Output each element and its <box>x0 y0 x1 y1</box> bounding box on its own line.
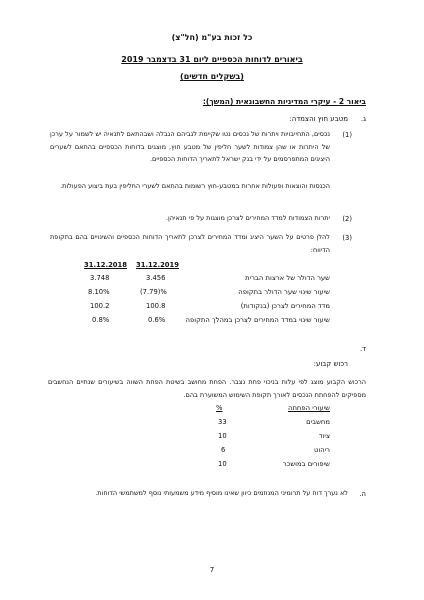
section-d-letter: ד. <box>359 345 366 353</box>
section-d-title: רכוש קבוע: <box>313 360 348 368</box>
section-d-text: הרכוש הקבוע מוצג לפי עלות בניכוי פחת נצבר. הפחת מחושב בשיטת הפחת השווה בשיעורים שנתיים הנחשבים מספיקים להפחתת הנכסים לאורך תקופת השימוש המשוערת בהם. <box>48 378 366 399</box>
asset-rate: 33 <box>218 418 227 426</box>
table-cell-2019: 100.8 <box>146 302 166 310</box>
asset-rate: 10 <box>218 460 227 468</box>
table-row-label: שיעור שינוי במדד המחירים לצרכן במהלך התקופה <box>185 316 330 324</box>
asset-rate: 10 <box>218 432 227 440</box>
page-number: 7 <box>209 566 215 574</box>
section-e-text: לא נערך דוח על תרומיני המנוזמים כיוון שאינו מוסיף מידע משמעותי נוסף למשתמשי הדוחות. <box>95 489 348 497</box>
table-row-label: שיעור שינוי שער הדולר בתקופה <box>238 288 330 296</box>
asset-label: מחשבים <box>306 418 330 426</box>
item-2-number: (2) <box>342 215 352 223</box>
table-cell-2019: 3.456 <box>146 274 166 282</box>
depreciation-rates-header: שיעורי הפחתה <box>288 404 330 412</box>
currency-units: (בשקלים חדשים) <box>180 72 244 81</box>
column-header-2019: 31.12.2019 <box>136 261 179 269</box>
table-cell-2018: 8.10% <box>88 288 110 296</box>
item-1-text: נכסים, התחייבויות ויתרות של נכסים נטו שקיימת לגביהם הגבלה ושבהתאם לתנאיה יש לשמור על ערכן של היתרות או שהן צמודות לשער חליפין של מטבע חוץ, מוצגים בדוחות הכספיים בהתאם לשערים היציגים המתפרסמים על ידי בנק ישראל לתאריך הדוחות הכספיים. <box>50 130 330 163</box>
item-1-number: (1) <box>342 131 352 139</box>
table-cell-2019: (7.79)% <box>140 288 167 296</box>
asset-label: ריהוט <box>313 446 330 454</box>
company-name: כל זכות בע"מ (חל"צ) <box>171 33 253 42</box>
table-row-label: שער הדולר של ארצות הברית <box>245 274 330 282</box>
item-3-text: להלן פרטים על השער היציג ומדד המחירים לצרכן לתאריך הדוחות הכספיים והשינויים בהם בתקופת הדיווח: <box>50 233 330 254</box>
table-cell-2018: 0.8% <box>92 316 110 324</box>
asset-label: ציוד <box>318 432 330 440</box>
section-c-letter: ג. <box>360 115 366 123</box>
table-cell-2018: 3.748 <box>90 274 110 282</box>
column-header-2018: 31.12.2018 <box>84 261 127 269</box>
note-heading: ביאור 2 - עיקרי המדיניות החשבונאית (המשך): <box>202 97 366 106</box>
section-c-title: מטבע חוץ והצמדה: <box>289 115 348 123</box>
table-cell-2018: 100.2 <box>90 302 110 310</box>
item-2-text: יתרות הצמודות למדד המחירים לצרכן מוצגות על פי תנאיהן. <box>165 214 330 222</box>
table-row-label: מדד המחירים לצרכן (בנקודות) <box>240 302 330 310</box>
asset-rate: 6 <box>221 446 226 454</box>
section-e-letter: ה. <box>359 490 366 498</box>
asset-label: שיפורים במושכר <box>282 460 330 468</box>
item-1-continuation-text: הכנסות והוצאות ופעולות אחרות במטבע-חוץ רשומות בהתאם לשערי החליפין בעת ביצוע הפעולות. <box>60 182 330 190</box>
percent-column-header: % <box>216 404 223 412</box>
table-cell-2019: 0.6% <box>148 316 166 324</box>
item-3-number: (3) <box>342 234 352 242</box>
report-title: ביאורים לדוחות הכספיים ליום 31 בדצמבר 2019 <box>121 55 303 64</box>
